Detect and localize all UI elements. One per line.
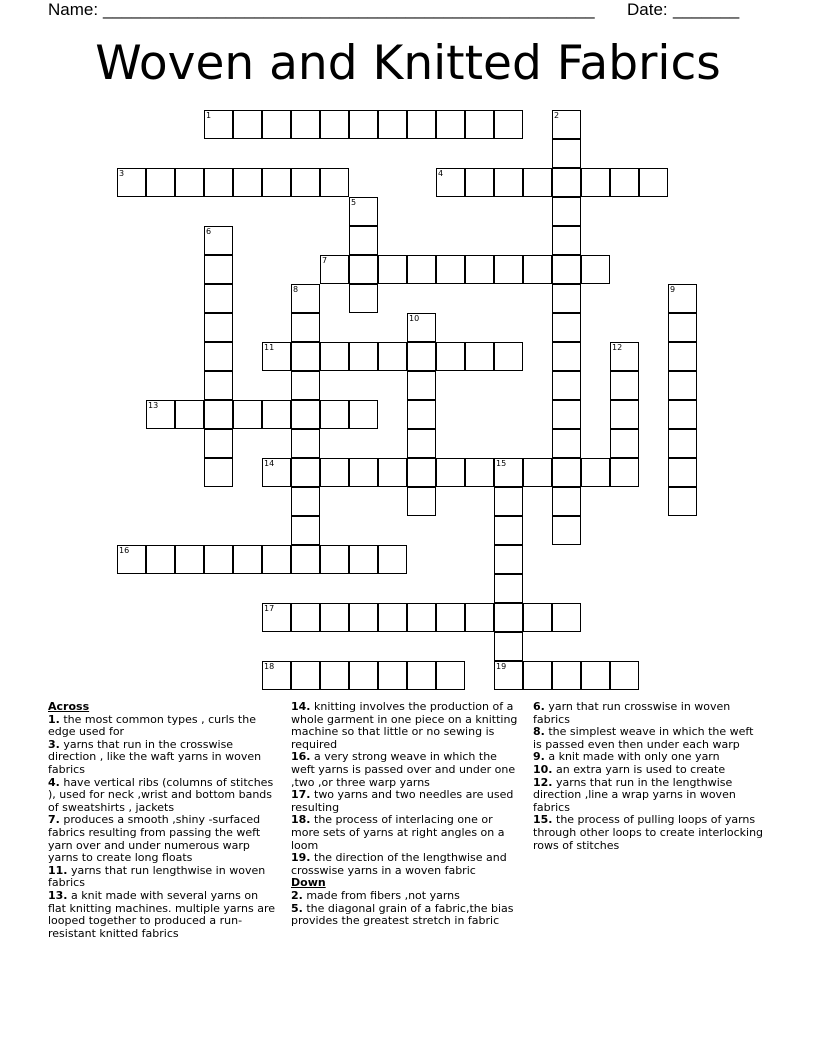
clue-number-18: 18	[264, 662, 275, 671]
grid-cell[interactable]	[494, 632, 523, 661]
grid-cell[interactable]	[465, 458, 494, 487]
grid-cell[interactable]	[494, 516, 523, 545]
grid-cell[interactable]	[436, 603, 465, 632]
grid-cell[interactable]	[204, 545, 233, 574]
clue-number-1: 1	[206, 111, 212, 120]
grid-cell[interactable]	[204, 313, 233, 342]
grid-cell[interactable]	[581, 661, 610, 690]
grid-cell[interactable]	[204, 429, 233, 458]
grid-cell[interactable]	[262, 168, 291, 197]
across-heading: Across	[48, 700, 90, 713]
name-label: Name:	[48, 0, 99, 19]
page-title: Woven and Knitted Fabrics	[95, 36, 721, 91]
grid-cell[interactable]	[668, 400, 697, 429]
grid-cell[interactable]	[494, 487, 523, 516]
grid-cell[interactable]	[407, 661, 436, 690]
clue-across-13: 13. a knit made with several yarns on flat knitting machines. multiple yarns are looped together to produced a run-resistant knitted fabrics	[48, 888, 275, 940]
grid-cell[interactable]	[291, 545, 320, 574]
clue-number-3: 3	[119, 169, 125, 178]
grid-cell[interactable]	[610, 429, 639, 458]
clue-down-9: 9. a knit made with only one yarn	[533, 750, 720, 764]
clue-column-2	[291, 701, 521, 928]
grid-cell[interactable]	[146, 168, 175, 197]
grid-cell[interactable]	[552, 284, 581, 313]
grid-cell[interactable]	[175, 400, 204, 429]
clue-number-2: 2	[554, 111, 560, 120]
grid-cell[interactable]	[552, 168, 581, 197]
clue-number-14: 14	[264, 459, 275, 468]
grid-cell[interactable]	[668, 371, 697, 400]
grid-cell[interactable]	[349, 400, 378, 429]
grid-cell[interactable]	[378, 342, 407, 371]
grid-cell[interactable]	[494, 110, 523, 139]
grid-cell[interactable]	[349, 110, 378, 139]
grid-cell[interactable]	[233, 168, 262, 197]
clue-across-16: 16. a very strong weave in which the weft yarns is passed over and under one ,two ,or three warp yarns	[291, 750, 516, 789]
grid-cell[interactable]	[552, 661, 581, 690]
grid-cell[interactable]	[552, 197, 581, 226]
grid-cell[interactable]	[320, 661, 349, 690]
grid-cell[interactable]	[494, 342, 523, 371]
grid-cell[interactable]	[407, 110, 436, 139]
clue-down-15: 15. the process of pulling loops of yarns through other loops to create interlocking rows of stitches	[533, 813, 764, 852]
grid-cell[interactable]	[465, 168, 494, 197]
grid-cell[interactable]	[552, 255, 581, 284]
grid-cell[interactable]	[494, 603, 523, 632]
grid-cell[interactable]	[610, 400, 639, 429]
grid-cell[interactable]	[320, 458, 349, 487]
grid-cell[interactable]	[349, 661, 378, 690]
clue-number-4: 4	[438, 169, 444, 178]
grid-cell[interactable]	[378, 110, 407, 139]
grid-cell[interactable]	[204, 400, 233, 429]
clue-across-11: 11. yarns that run lengthwise in woven fabrics	[48, 863, 266, 890]
grid-cell[interactable]	[204, 371, 233, 400]
grid-cell[interactable]	[668, 313, 697, 342]
grid-cell[interactable]	[436, 255, 465, 284]
grid-cell[interactable]	[523, 603, 552, 632]
grid-cell[interactable]	[668, 429, 697, 458]
grid-cell[interactable]	[407, 487, 436, 516]
grid-cell[interactable]	[610, 168, 639, 197]
grid-cell[interactable]	[552, 371, 581, 400]
grid-cell[interactable]	[175, 168, 204, 197]
grid-cell[interactable]	[523, 168, 552, 197]
grid-cell[interactable]	[378, 255, 407, 284]
clue-number-10: 10	[409, 314, 420, 323]
grid-cell[interactable]	[552, 429, 581, 458]
clue-across-3: 3. yarns that run in the crosswise direction , like the waft yarns in woven fabrics	[48, 737, 262, 776]
grid-cell[interactable]	[407, 371, 436, 400]
grid-cell[interactable]	[349, 458, 378, 487]
grid-cell[interactable]	[146, 545, 175, 574]
grid-cell[interactable]	[291, 110, 320, 139]
grid-cell[interactable]	[610, 371, 639, 400]
clue-number-17: 17	[264, 604, 275, 613]
grid-cell[interactable]	[552, 342, 581, 371]
grid-cell[interactable]	[465, 342, 494, 371]
clue-number-12: 12	[612, 343, 623, 352]
clue-number-6: 6	[206, 227, 212, 236]
grid-cell[interactable]	[407, 429, 436, 458]
name-field[interactable]: ____________________________________________________	[103, 0, 595, 19]
clue-number-19: 19	[496, 662, 507, 671]
grid-cell[interactable]	[291, 371, 320, 400]
grid-cell[interactable]	[436, 661, 465, 690]
grid-cell[interactable]	[204, 255, 233, 284]
clue-number-8: 8	[293, 285, 299, 294]
clue-number-9: 9	[670, 285, 676, 294]
grid-cell[interactable]	[581, 458, 610, 487]
grid-cell[interactable]	[291, 458, 320, 487]
grid-cell[interactable]	[291, 313, 320, 342]
grid-cell[interactable]	[378, 661, 407, 690]
grid-cell[interactable]	[610, 458, 639, 487]
grid-cell[interactable]	[320, 603, 349, 632]
grid-cell[interactable]	[407, 342, 436, 371]
grid-cell[interactable]	[407, 603, 436, 632]
down-heading: Down	[291, 876, 326, 890]
clue-down-12: 12. yarns that run in the lengthwise direction ,line a wrap yarns in woven fabrics	[533, 775, 736, 814]
grid-cell[interactable]	[262, 545, 291, 574]
grid-cell[interactable]	[436, 110, 465, 139]
grid-cell[interactable]	[291, 168, 320, 197]
clue-number-15: 15	[496, 459, 507, 468]
grid-cell[interactable]	[378, 458, 407, 487]
clue-number-13: 13	[148, 401, 159, 410]
clue-across-18: 18. the process of interlacing one or more sets of yarns at right angles on a loom	[291, 813, 505, 852]
grid-cell[interactable]	[407, 458, 436, 487]
grid-cell[interactable]	[552, 516, 581, 545]
grid-cell[interactable]	[291, 342, 320, 371]
grid-cell[interactable]	[320, 342, 349, 371]
grid-cell[interactable]	[349, 545, 378, 574]
grid-cell[interactable]	[668, 342, 697, 371]
grid-cell[interactable]	[291, 603, 320, 632]
grid-cell[interactable]	[407, 400, 436, 429]
grid-cell[interactable]	[552, 603, 581, 632]
grid-cell[interactable]	[523, 661, 552, 690]
clue-down-6: 6. yarn that run crosswise in woven fabrics	[533, 700, 731, 726]
grid-cell[interactable]	[668, 487, 697, 516]
grid-cell[interactable]	[581, 255, 610, 284]
grid-cell[interactable]	[494, 574, 523, 603]
clue-down-5: 5. the diagonal grain of a fabric,the bias provides the greatest stretch in fabric	[291, 901, 514, 928]
grid-cell[interactable]	[291, 400, 320, 429]
grid-cell[interactable]	[349, 255, 378, 284]
grid-cell[interactable]	[291, 487, 320, 516]
clue-down-2: 2. made from fibers ,not yarns	[291, 888, 460, 902]
grid-cell[interactable]	[407, 255, 436, 284]
clue-number-7: 7	[322, 256, 328, 265]
clue-column-1	[48, 701, 276, 940]
grid-cell[interactable]	[233, 400, 262, 429]
grid-cell[interactable]	[552, 226, 581, 255]
grid-cell[interactable]	[523, 255, 552, 284]
grid-cell[interactable]	[262, 110, 291, 139]
grid-cell[interactable]	[465, 603, 494, 632]
grid-cell[interactable]	[320, 400, 349, 429]
grid-cell[interactable]	[204, 284, 233, 313]
grid-cell[interactable]	[465, 255, 494, 284]
grid-cell[interactable]	[581, 168, 610, 197]
clue-number-16: 16	[119, 546, 130, 555]
grid-cell[interactable]	[378, 603, 407, 632]
grid-cell[interactable]	[291, 516, 320, 545]
date-label: Date:	[627, 0, 668, 19]
grid-cell[interactable]	[320, 110, 349, 139]
grid-cell[interactable]	[639, 168, 668, 197]
grid-cell[interactable]	[233, 545, 262, 574]
grid-cell[interactable]	[349, 603, 378, 632]
clue-down-10: 10. an extra yarn is used to create	[533, 762, 726, 776]
grid-cell[interactable]	[552, 487, 581, 516]
grid-cell[interactable]	[436, 458, 465, 487]
grid-cell[interactable]	[204, 168, 233, 197]
grid-cell[interactable]	[320, 545, 349, 574]
grid-cell[interactable]	[262, 400, 291, 429]
grid-cell[interactable]	[291, 661, 320, 690]
grid-cell[interactable]	[552, 458, 581, 487]
grid-cell[interactable]	[349, 342, 378, 371]
grid-cell[interactable]	[494, 255, 523, 284]
clue-column-3	[533, 701, 765, 852]
clue-across-19: 19. the direction of the lengthwise and crosswise yarns in a woven fabric	[291, 851, 507, 877]
grid-cell[interactable]	[436, 342, 465, 371]
clue-across-17: 17. two yarns and two needles are used resulting	[291, 788, 514, 814]
clue-number-11: 11	[264, 343, 275, 352]
grid-cell[interactable]	[523, 458, 552, 487]
grid-cell[interactable]	[494, 545, 523, 574]
grid-cell[interactable]	[465, 110, 494, 139]
clue-across-14: 14. knitting involves the production of a whole garment in one piece on a knitting machine so that little or no sewing is required	[291, 700, 518, 751]
clue-number-5: 5	[351, 198, 357, 207]
grid-cell[interactable]	[552, 139, 581, 168]
grid-cell[interactable]	[610, 661, 639, 690]
grid-cell[interactable]	[378, 545, 407, 574]
grid-cell[interactable]	[233, 110, 262, 139]
grid-cell[interactable]	[494, 168, 523, 197]
grid-cell[interactable]	[291, 429, 320, 458]
grid-cell[interactable]	[552, 313, 581, 342]
grid-cell[interactable]	[349, 284, 378, 313]
grid-cell[interactable]	[349, 226, 378, 255]
date-field[interactable]: _______	[673, 0, 740, 19]
clue-across-7: 7. produces a smooth ,shiny -surfaced fabrics resulting from passing the weft yarn over and under numerous warp yarns to create long floats	[48, 813, 261, 865]
clue-down-8: 8. the simplest weave in which the weft is passed even then under each warp	[533, 725, 754, 751]
grid-cell[interactable]	[175, 545, 204, 574]
grid-cell[interactable]	[320, 168, 349, 197]
clue-across-4: 4. have vertical ribs (columns of stitches ), used for neck ,wrist and bottom bands of sweatshirts , jackets	[48, 775, 274, 814]
grid-cell[interactable]	[204, 342, 233, 371]
grid-cell[interactable]	[552, 400, 581, 429]
clue-across-1: 1. the most common types , curls the edge used for	[48, 712, 256, 739]
grid-cell[interactable]	[668, 458, 697, 487]
grid-cell[interactable]	[204, 458, 233, 487]
